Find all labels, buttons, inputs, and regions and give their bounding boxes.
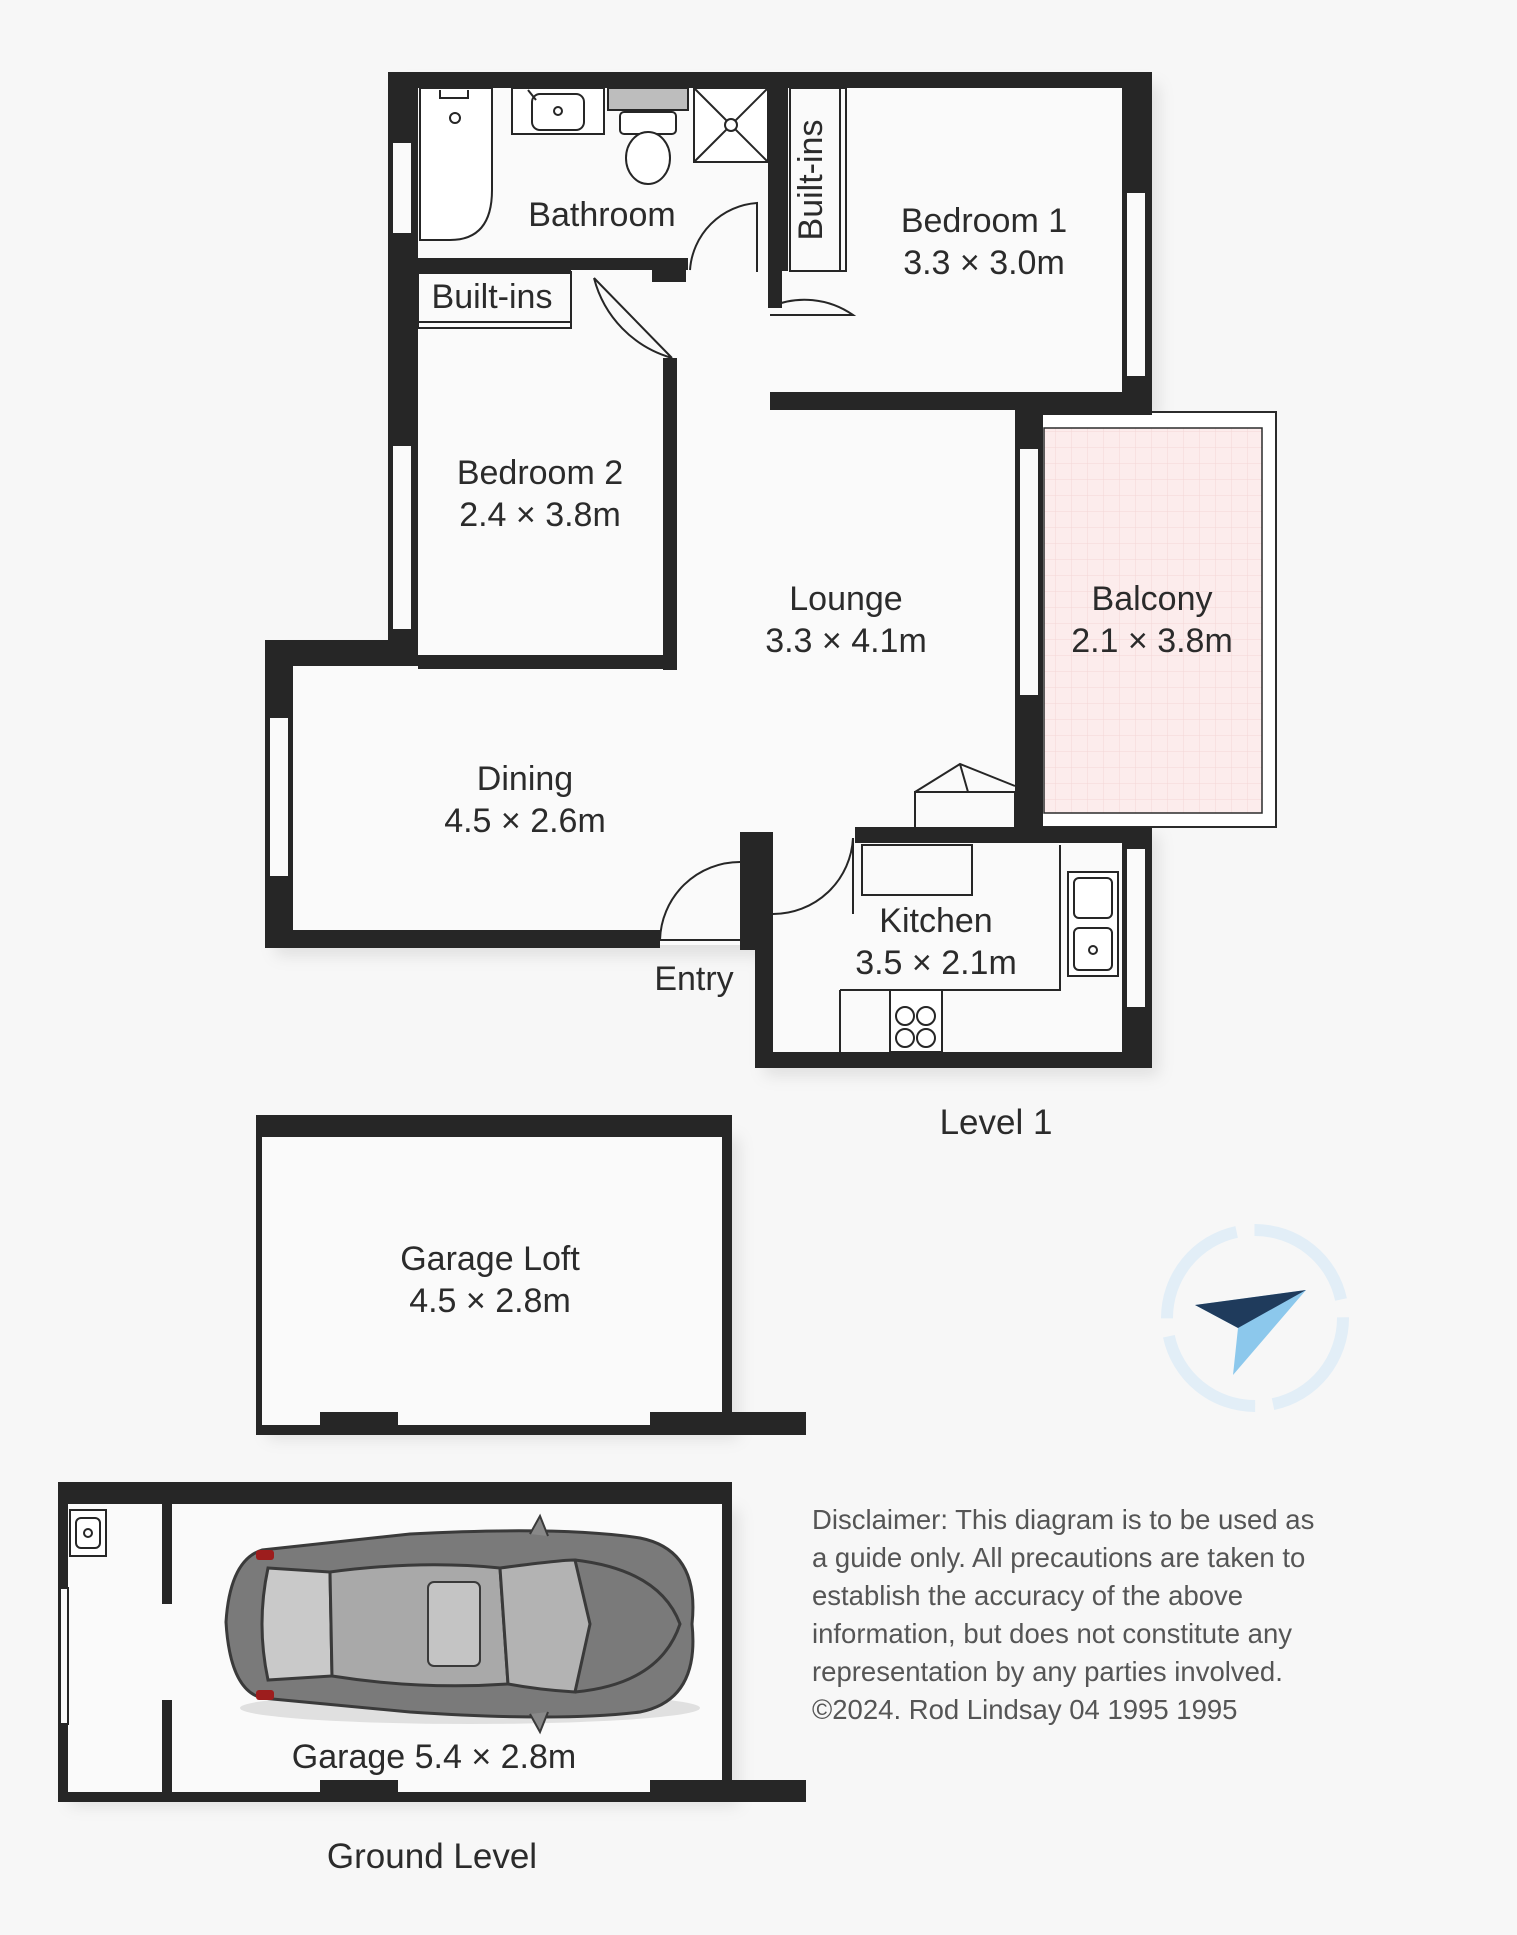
bathroom-label: Bathroom (528, 196, 676, 234)
garage-loft-plan (256, 1115, 806, 1435)
level-1-plan (265, 72, 1276, 1142)
dining-size: 4.5 × 2.6m (444, 802, 606, 840)
builtins-a-label: Built-ins (431, 278, 553, 316)
disclaimer (812, 1501, 1372, 1729)
car-icon (226, 1516, 700, 1732)
basin-icon (70, 1510, 106, 1556)
lounge-name: Lounge (789, 580, 903, 618)
entry-label: Entry (654, 960, 734, 998)
disclaimer-line: establish the accuracy of the above (812, 1580, 1244, 1611)
garage-label: Garage 5.4 × 2.8m (291, 1738, 577, 1776)
basin-icon (512, 88, 604, 134)
bedroom1-size: 3.3 × 3.0m (903, 244, 1065, 282)
disclaimer-line: Disclaimer: This diagram is to be used as (812, 1504, 1315, 1535)
garage-window (60, 1588, 68, 1724)
kitchen-name: Kitchen (879, 902, 993, 940)
kitchen-size: 3.5 × 2.1m (855, 944, 1017, 982)
compass-icon (1167, 1230, 1343, 1406)
bedroom2-name: Bedroom 2 (456, 454, 624, 492)
builtins-b-label: Built-ins (792, 119, 830, 241)
cooktop-icon (890, 990, 942, 1052)
shower-icon (694, 88, 768, 162)
level-1-title: Level 1 (939, 1103, 1053, 1142)
sink-icon (1068, 872, 1118, 976)
balcony-size: 2.1 × 3.8m (1071, 622, 1233, 660)
disclaimer-line: a guide only. All precautions are taken to (812, 1542, 1306, 1573)
garage-loft-size: 4.5 × 2.8m (409, 1282, 571, 1320)
disclaimer-line: information, but does not constitute any (812, 1618, 1293, 1649)
bedroom1-name: Bedroom 1 (900, 202, 1068, 240)
dining-name: Dining (476, 760, 574, 798)
disclaimer-line: representation by any parties involved. (812, 1656, 1283, 1687)
ground-level-title: Ground Level (326, 1837, 538, 1876)
disclaimer-line: ©2024. Rod Lindsay 04 1995 1995 (812, 1694, 1238, 1725)
bedroom2-size: 2.4 × 3.8m (459, 496, 621, 534)
ground-level-plan (58, 1482, 806, 1876)
balcony-name: Balcony (1091, 580, 1213, 618)
lounge-size: 3.3 × 4.1m (765, 622, 927, 660)
garage-loft-name: Garage Loft (400, 1240, 580, 1278)
bathtub-icon (420, 88, 492, 240)
